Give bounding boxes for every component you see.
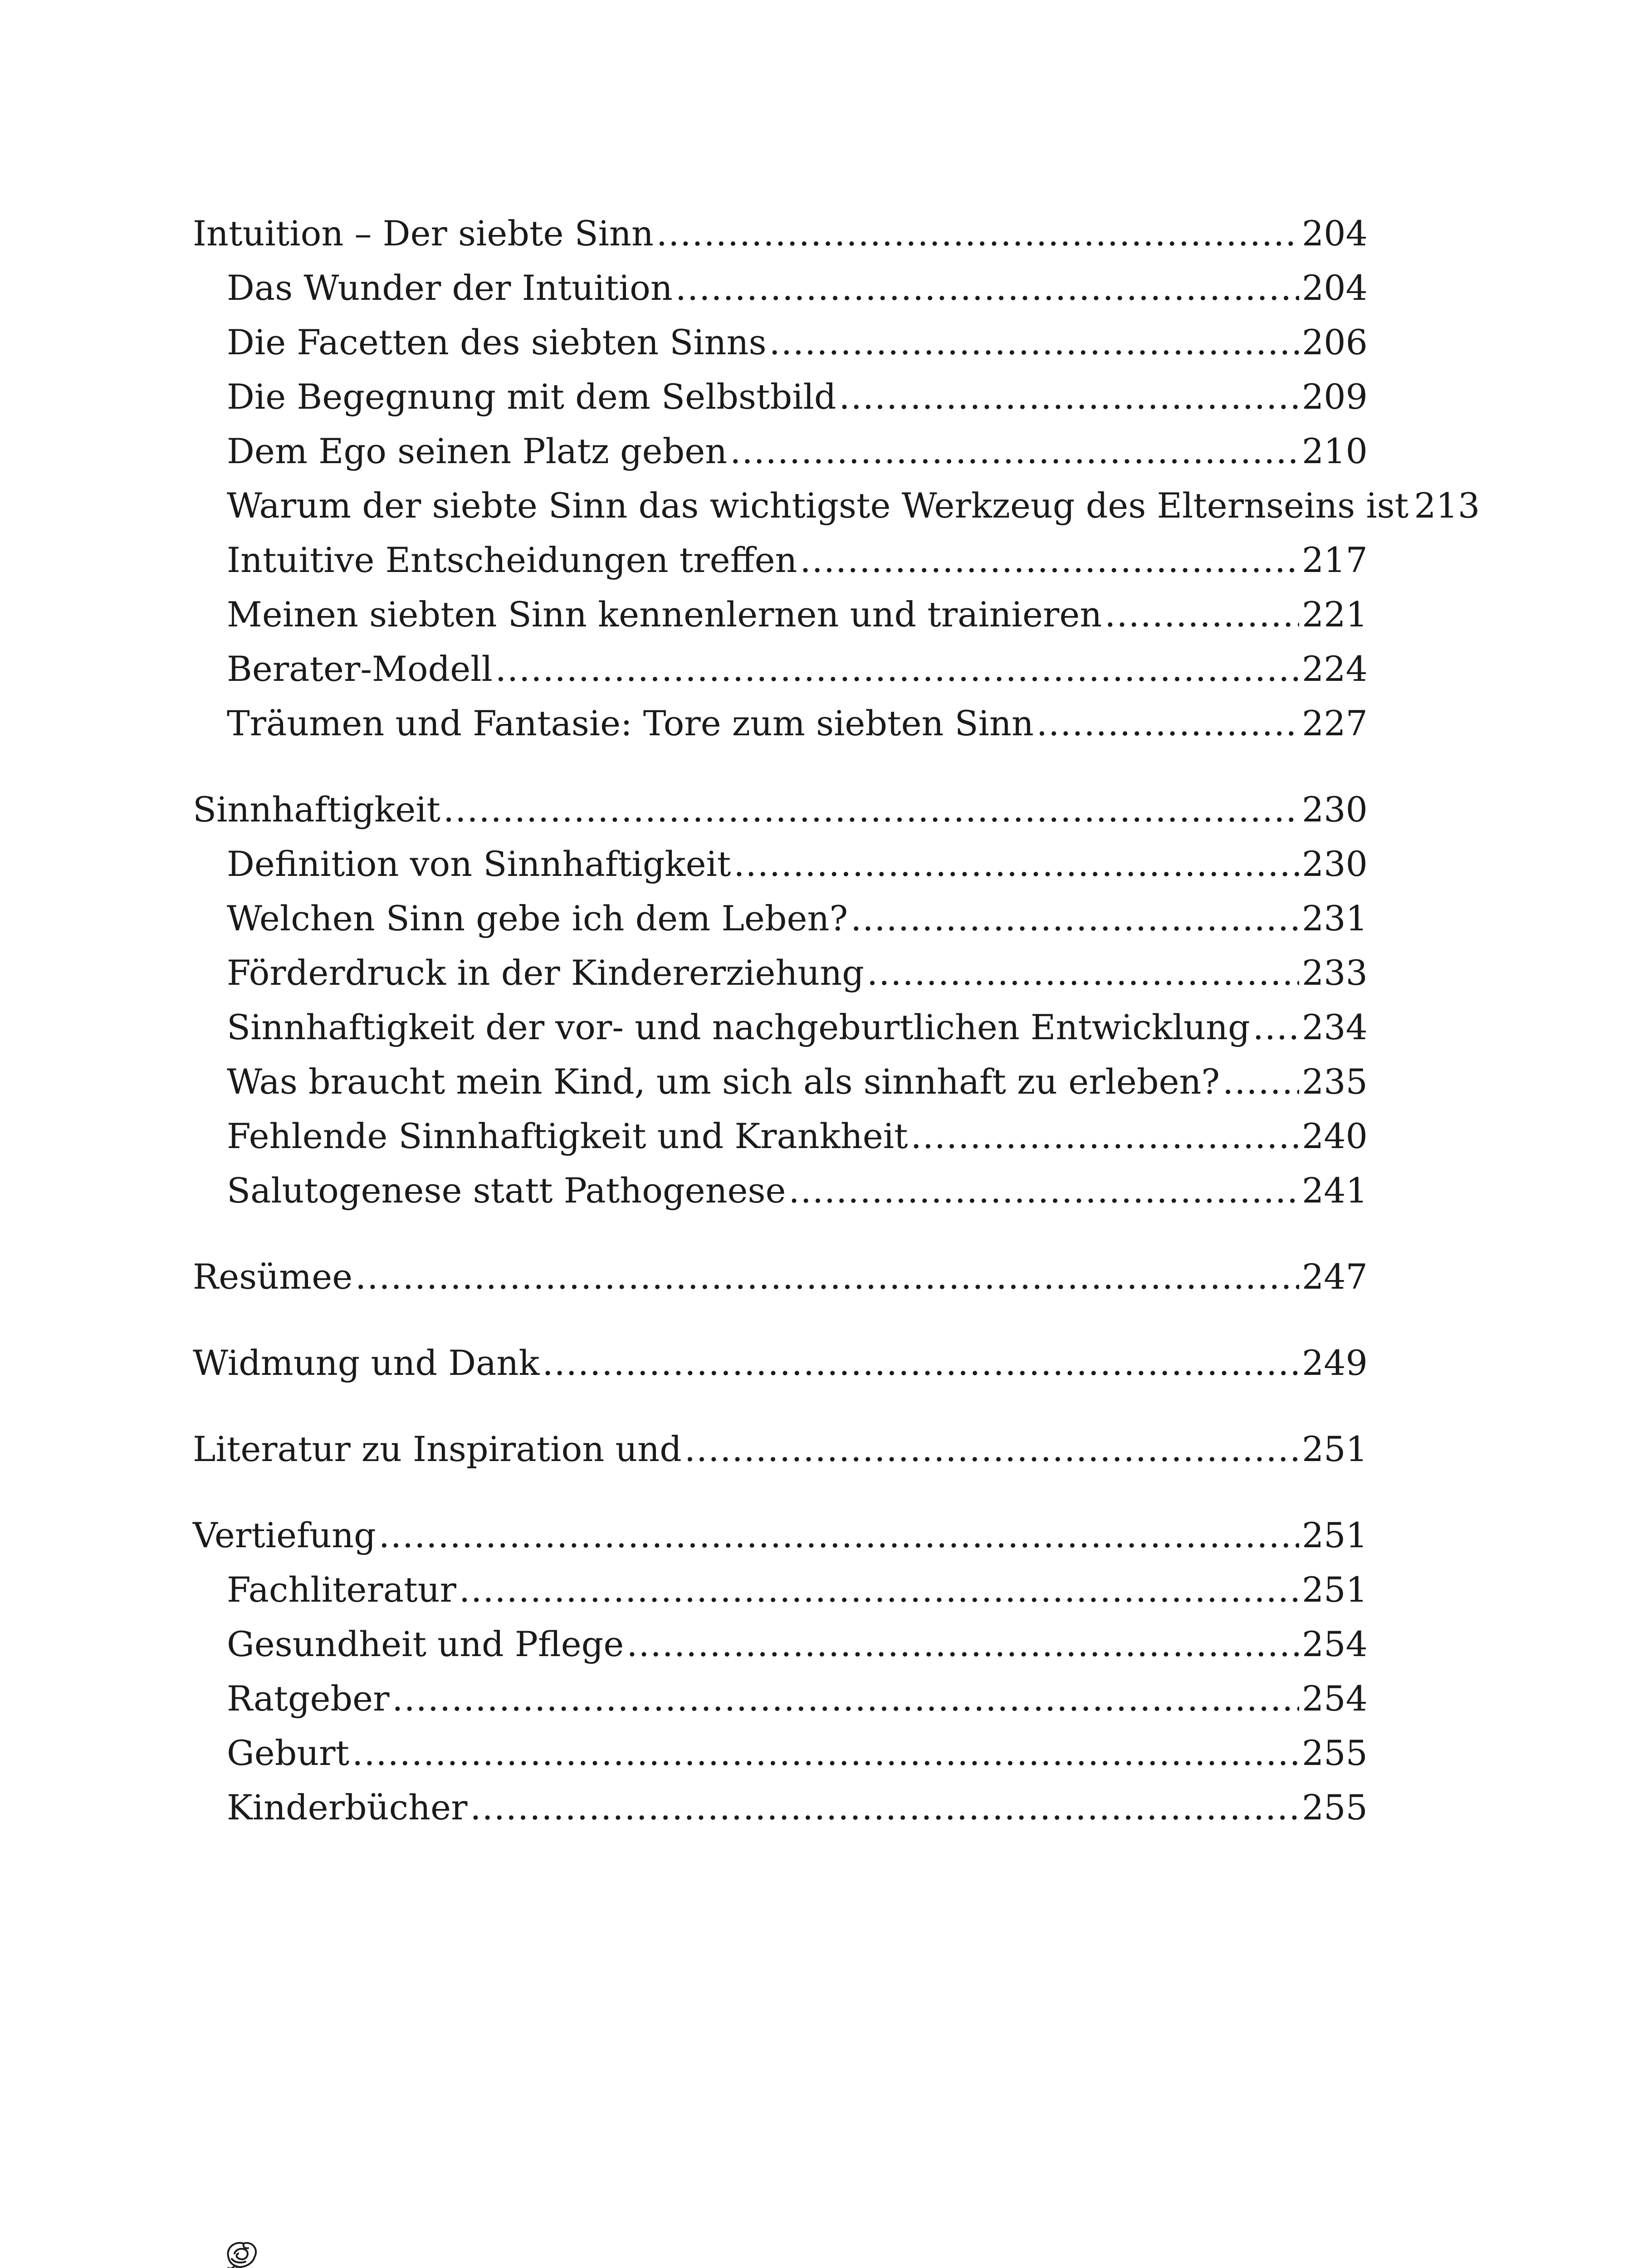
- toc-entry[interactable]: [193, 1422, 1368, 1476]
- toc-subentry[interactable]: [193, 587, 1368, 642]
- toc-subentry[interactable]: [193, 315, 1368, 370]
- toc-subentry-page: 206: [1301, 322, 1368, 362]
- toc-subentry-page: 255: [1301, 1787, 1368, 1828]
- dot-leader: [733, 837, 1299, 891]
- toc-subentry[interactable]: [193, 1109, 1368, 1163]
- toc-subentry[interactable]: [193, 1726, 1368, 1780]
- table-of-contents: [193, 206, 1480, 1867]
- toc-entry-page: 204: [1301, 213, 1368, 254]
- toc-subentry-page: 221: [1301, 594, 1368, 635]
- toc-subentry-page: 224: [1301, 649, 1368, 689]
- toc-section: [193, 1422, 1368, 1476]
- toc-subentry-page: 241: [1301, 1170, 1368, 1211]
- toc-subentry[interactable]: [193, 261, 1368, 315]
- dot-leader: [379, 1508, 1299, 1563]
- toc-subentry-title: Geburt: [227, 1733, 350, 1773]
- toc-entry-title: Sinnhaftigkeit: [193, 789, 441, 830]
- toc-subentry-page: 213: [1414, 485, 1480, 526]
- toc-subentry[interactable]: [193, 1780, 1368, 1835]
- toc-subentry-title: Die Begegnung mit dem Selbstbild: [227, 376, 836, 417]
- toc-entry-title: Vertiefung: [193, 1515, 376, 1555]
- toc-subentry-title: Welchen Sinn gebe ich dem Leben?: [227, 898, 848, 938]
- toc-subentry-title: Intuitive Entscheidungen treffen: [227, 540, 797, 580]
- toc-subentry-page: 217: [1301, 540, 1368, 580]
- dot-leader: [443, 782, 1299, 837]
- toc-section: [193, 1508, 1368, 1835]
- toc-subentry-page: 204: [1301, 268, 1368, 308]
- toc-subentry[interactable]: [193, 1055, 1368, 1109]
- toc-entry-page: 247: [1301, 1256, 1368, 1297]
- dot-leader: [392, 1672, 1299, 1726]
- toc-subentry-page: 234: [1301, 1007, 1368, 1047]
- toc-subentry-page: 240: [1301, 1116, 1368, 1156]
- toc-entry[interactable]: [193, 1336, 1368, 1390]
- dot-leader: [911, 1109, 1299, 1163]
- toc-entry[interactable]: [193, 1250, 1368, 1304]
- toc-section: [193, 206, 1480, 751]
- toc-subentry-page: 251: [1301, 1569, 1368, 1610]
- dot-leader: [867, 946, 1299, 1000]
- dot-leader: [1222, 1055, 1299, 1109]
- dot-leader: [626, 1617, 1299, 1672]
- dot-leader: [1037, 696, 1299, 751]
- dot-leader: [851, 891, 1299, 946]
- toc-subentry-page: 235: [1301, 1061, 1368, 1102]
- toc-subentry[interactable]: [193, 1672, 1368, 1726]
- toc-subentry[interactable]: [193, 946, 1368, 1000]
- toc-subentry-page: 255: [1301, 1733, 1368, 1773]
- toc-subentry-page: 233: [1301, 953, 1368, 993]
- toc-subentry-title: Warum der siebte Sinn das wichtigste Werkzeug des Elternseins ist: [227, 485, 1409, 526]
- dot-leader: [769, 315, 1299, 370]
- toc-subentry[interactable]: [193, 1617, 1368, 1672]
- toc-entry-page: 251: [1301, 1429, 1368, 1469]
- toc-subentry[interactable]: [193, 891, 1368, 946]
- dot-leader: [470, 1780, 1299, 1835]
- toc-subentry-title: Gesundheit und Pflege: [227, 1624, 624, 1664]
- toc-subentry-title: Salutogenese statt Pathogenese: [227, 1170, 786, 1211]
- toc-subentry[interactable]: [193, 1000, 1368, 1055]
- toc-subentry-title: Ratgeber: [227, 1678, 390, 1719]
- dot-leader: [542, 1336, 1299, 1390]
- dot-leader: [459, 1563, 1299, 1617]
- toc-entry[interactable]: [193, 206, 1368, 261]
- toc-subentry-page: 230: [1301, 844, 1368, 884]
- toc-section: [193, 1336, 1368, 1390]
- toc-subentry[interactable]: [193, 1563, 1368, 1617]
- toc-subentry-page: 209: [1301, 376, 1368, 417]
- toc-entry-page: 251: [1301, 1515, 1368, 1555]
- dot-leader: [839, 370, 1299, 424]
- dot-leader: [730, 424, 1299, 479]
- toc-subentry-title: Die Facetten des siebten Sinns: [227, 322, 767, 362]
- toc-entry-page: 230: [1301, 789, 1368, 830]
- toc-subentry[interactable]: [193, 1163, 1368, 1218]
- toc-subentry-title: Das Wunder der Intuition: [227, 268, 673, 308]
- toc-entry-title: Literatur zu Inspiration und: [193, 1429, 682, 1469]
- dot-leader: [1253, 1000, 1299, 1055]
- toc-subentry-title: Meinen siebten Sinn kennenlernen und trainieren: [227, 594, 1102, 635]
- toc-entry-title: Widmung und Dank: [193, 1343, 540, 1383]
- dot-leader: [495, 642, 1299, 696]
- toc-subentry-title: Was braucht mein Kind, um sich als sinnhaft zu erleben?: [227, 1061, 1220, 1102]
- toc-subentry-title: Berater-Modell: [227, 649, 493, 689]
- page-footer: [193, 2236, 268, 2268]
- toc-entry[interactable]: [193, 782, 1368, 837]
- toc-subentry[interactable]: [193, 424, 1368, 479]
- toc-subentry[interactable]: [193, 479, 1480, 533]
- toc-subentry-page: 254: [1301, 1624, 1368, 1664]
- dot-leader: [355, 1250, 1299, 1304]
- toc-section: [193, 782, 1368, 1218]
- toc-subentry-title: Sinnhaftigkeit der vor- und nachgeburtlichen Entwicklung: [227, 1007, 1250, 1047]
- toc-section: [193, 1250, 1368, 1304]
- toc-subentry-page: 210: [1301, 431, 1368, 471]
- dot-leader: [789, 1163, 1299, 1218]
- toc-subentry-title: Kinderbücher: [227, 1787, 468, 1828]
- dot-leader: [675, 261, 1299, 315]
- dot-leader: [352, 1726, 1299, 1780]
- dot-leader: [800, 533, 1299, 587]
- toc-subentry-title: Träumen und Fantasie: Tore zum siebten Sinn: [227, 703, 1034, 743]
- toc-entry-title: Resümee: [193, 1256, 353, 1297]
- toc-subentry[interactable]: [193, 533, 1368, 587]
- dot-leader: [1105, 587, 1299, 642]
- toc-entry-page: 249: [1301, 1343, 1368, 1383]
- toc-subentry-page: 231: [1301, 898, 1368, 938]
- toc-subentry-title: Förderdruck in der Kindererziehung: [227, 953, 864, 993]
- toc-subentry[interactable]: [193, 370, 1368, 424]
- toc-subentry[interactable]: [193, 837, 1368, 891]
- dot-leader: [656, 206, 1299, 261]
- rose-icon: [218, 2236, 268, 2268]
- toc-subentry-title: Fachliteratur: [227, 1569, 456, 1610]
- toc-subentry[interactable]: [193, 642, 1368, 696]
- toc-subentry-title: Fehlende Sinnhaftigkeit und Krankheit: [227, 1116, 908, 1156]
- dot-leader: [684, 1422, 1299, 1476]
- toc-subentry[interactable]: [193, 696, 1368, 751]
- toc-subentry-title: Definition von Sinnhaftigkeit: [227, 844, 731, 884]
- toc-entry-title: Intuition – Der siebte Sinn: [193, 213, 654, 254]
- toc-subentry-title: Dem Ego seinen Platz geben: [227, 431, 728, 471]
- toc-subentry-page: 254: [1301, 1678, 1368, 1719]
- toc-entry[interactable]: [193, 1508, 1368, 1563]
- toc-subentry-page: 227: [1301, 703, 1368, 743]
